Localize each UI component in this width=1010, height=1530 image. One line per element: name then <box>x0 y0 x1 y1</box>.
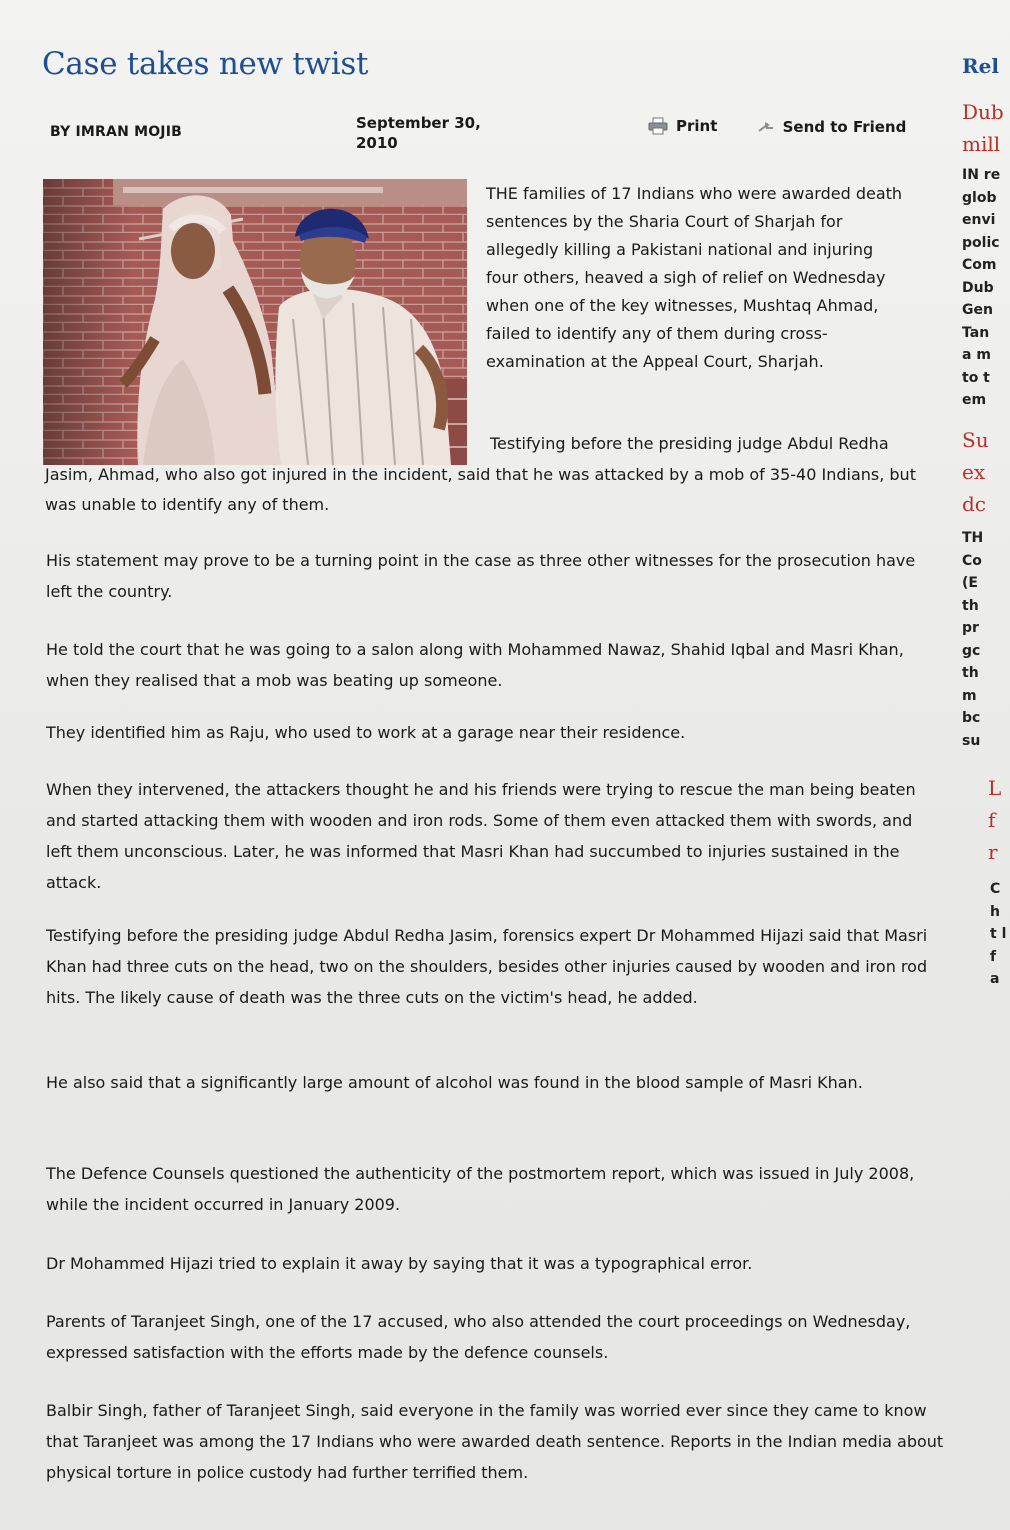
couple-walking-photo <box>43 179 467 465</box>
related-sidebar <box>960 0 1007 1530</box>
print-button[interactable] <box>648 117 717 135</box>
article-date: September 30, 2010 <box>356 114 481 152</box>
body-paragraph-8: Dr Mohammed Hijazi tried to explain it away by saying that it was a typographical error. <box>46 1254 753 1273</box>
second-paragraph-rest: Jasim, Ahmad, who also got injured in the incident, said that he was attacked by a mob of 35-40 Indians, but was unable to identify any of them. <box>45 465 916 514</box>
body-paragraph-3: They identified him as Raju, who used to work at a garage near their residence. <box>46 723 686 742</box>
print-label: Print <box>676 117 718 135</box>
related-story-2-headline[interactable]: Su ex dc <box>962 428 989 516</box>
related-story-1-text: IN re glob envi polic Com Dub Gen Tan a m to t em <box>962 167 1001 408</box>
body-paragraph-6: He also said that a significantly large amount of alcohol was found in the blood sample of Masri Khan. <box>46 1073 863 1092</box>
lead-paragraph: THE families of 17 Indians who were awarded death sentences by the Sharia Court of Sharjah for allegedly killing a Pakistani national and injuring four others, heaved a sigh of relief on Wednesday when one of the key witnesses, Mushtaq Ahmad, failed to identify any of them during cross-examination at the Appeal Court, Sharjah. <box>486 184 903 371</box>
article-tools <box>648 117 940 139</box>
second-paragraph-start: Testifying before the presiding judge Abdul Redha <box>490 434 889 453</box>
body-paragraph-7: The Defence Counsels questioned the authenticity of the postmortem report, which was issued in July 2008, while the incident occurred in January 2009. <box>46 1164 915 1214</box>
related-story-3-headline[interactable]: L f r <box>988 776 1002 864</box>
related-story-2-text: TH Co (E th pr gc th m bc su <box>962 530 984 749</box>
related-title: Rel <box>962 54 999 78</box>
article-photo <box>43 179 467 465</box>
send-to-friend-label: Send to Friend <box>782 118 907 136</box>
article-byline: BY IMRAN MOJIB <box>50 124 182 140</box>
printer-icon <box>648 117 668 135</box>
article-headline: Case takes new twist <box>42 46 369 82</box>
body-paragraph-10: Balbir Singh, father of Taranjeet Singh, said everyone in the family was worried ever since they came to know that Taranjeet was among the 17 Indians who were awarded death sentence. Reports in the Indian media about physical torture in police custody had further terrified them. <box>46 1401 944 1482</box>
body-paragraph-4: When they intervened, the attackers thought he and his friends were trying to rescue the man being beaten and started attacking them with wooden and iron rods. Some of them even attacked them with swords, and left them unconscious. Later, he was informed that Masri Khan had succumbed to injuries sustained in the attack. <box>46 780 916 892</box>
send-to-friend-button[interactable] <box>757 118 907 136</box>
related-story-3-text: C h t l f a <box>990 881 1007 987</box>
send-arrow-icon <box>757 119 775 135</box>
body-paragraph-9: Parents of Taranjeet Singh, one of the 17 accused, who also attended the court proceedings on Wednesday, expressed satisfaction with the efforts made by the defence counsels. <box>46 1312 911 1362</box>
body-paragraph-1: His statement may prove to be a turning point in the case as three other witnesses for the prosecution have left the country. <box>46 551 916 601</box>
body-paragraph-2: He told the court that he was going to a salon along with Mohammed Nawaz, Shahid Iqbal and Masri Khan, when they realised that a mob was beating up someone. <box>46 640 904 690</box>
body-paragraph-5: Testifying before the presiding judge Abdul Redha Jasim, forensics expert Dr Mohammed Hijazi said that Masri Khan had three cuts on the head, two on the shoulders, besides other injuries caused by wooden and iron rod hits. The likely cause of death was the three cuts on the victim's head, he added. <box>46 926 928 1007</box>
related-story-1-headline[interactable]: Dub mill <box>962 100 1004 156</box>
